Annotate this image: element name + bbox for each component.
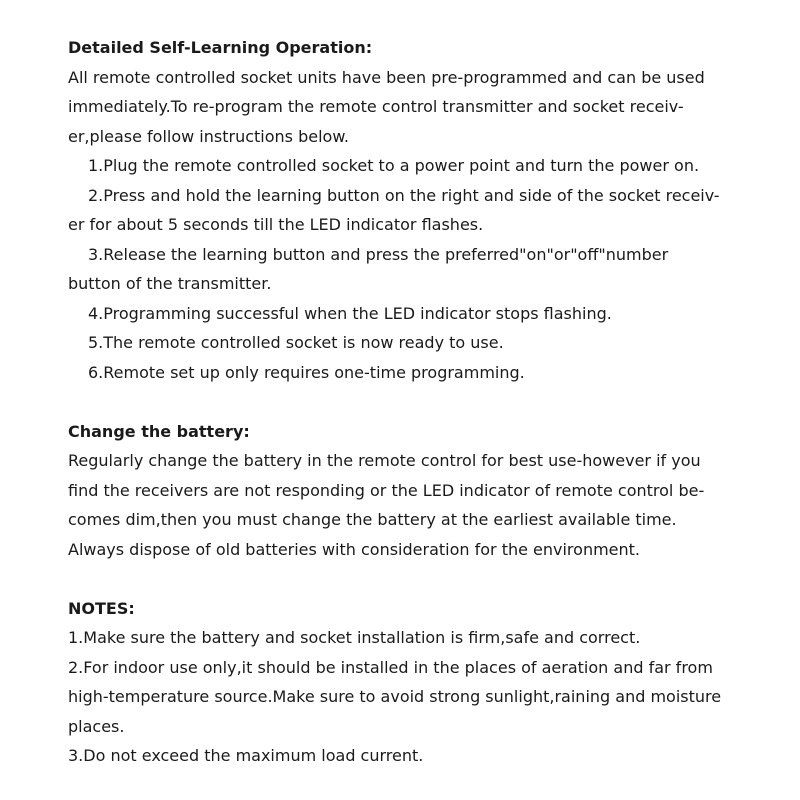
note-line: 1.Make sure the battery and socket installation is firm,safe and correct. xyxy=(68,628,641,647)
section-spacer xyxy=(68,387,780,417)
note-line: 3.Do not exceed the maximum load current. xyxy=(68,746,424,765)
step-6: 6.Remote set up only requires one-time programming. xyxy=(88,362,525,382)
notes-heading: NOTES: xyxy=(68,598,135,618)
instruction-document xyxy=(68,33,780,771)
intro-line: er,please follow instructions below. xyxy=(68,126,350,146)
battery-line: Regularly change the battery in the remote control for best use-however if you xyxy=(68,451,701,470)
step-2: 2.Press and hold the learning button on the right and side of the socket receiv- xyxy=(88,185,720,205)
self-learning-heading: Detailed Self-Learning Operation: xyxy=(68,38,373,57)
intro-line: All remote controlled socket units have been pre-programmed and can be used xyxy=(68,67,705,87)
intro-line: immediately.To re-program the remote control transmitter and socket receiv- xyxy=(68,97,684,116)
section-spacer xyxy=(68,564,780,594)
step-4: 4.Programming successful when the LED indicator stops flashing. xyxy=(88,303,612,323)
note-line: high-temperature source.Make sure to avoid strong sunlight,raining and moisture xyxy=(68,687,722,706)
note-line: 2.For indoor use only,it should be installed in the places of aeration and far from xyxy=(68,657,713,677)
battery-line: comes dim,then you must change the battery at the earliest available time. xyxy=(68,510,677,529)
battery-line: find the receivers are not responding or the LED indicator of remote control be- xyxy=(68,480,705,500)
note-line: places. xyxy=(68,716,125,736)
battery-heading: Change the battery: xyxy=(68,421,250,441)
step-3: 3.Release the learning button and press the preferred"on"or"off"number xyxy=(88,244,669,264)
step-1: 1.Plug the remote controlled socket to a power point and turn the power on. xyxy=(88,156,700,175)
step-2-continuation: er for about 5 seconds till the LED indicator flashes. xyxy=(68,215,484,234)
step-3-continuation: button of the transmitter. xyxy=(68,274,272,293)
battery-line: Always dispose of old batteries with consideration for the environment. xyxy=(68,539,641,559)
step-5: 5.The remote controlled socket is now ready to use. xyxy=(88,333,504,352)
